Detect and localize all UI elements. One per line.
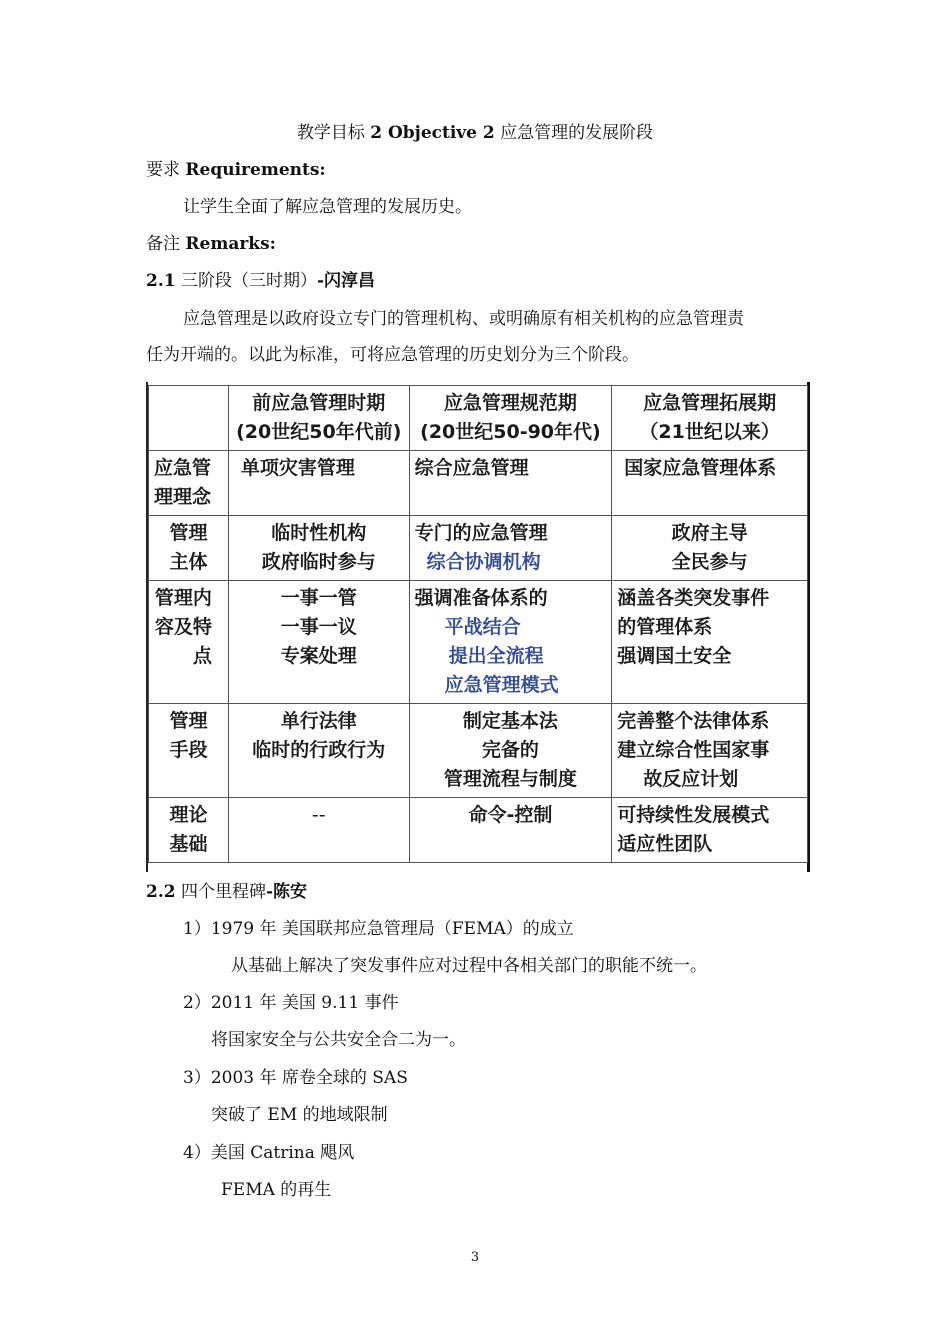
milestone-3-detail: 突破了 EM 的地域限制 xyxy=(211,1105,388,1125)
milestone-1-head: 1）1979 年 美国联邦应急管理局（FEMA）的成立 xyxy=(183,919,574,939)
table-row-header: 理论 基础 xyxy=(149,798,229,863)
milestone-4-detail: FEMA 的再生 xyxy=(221,1180,332,1200)
table-header-cell: 应急管理拓展期 （21世纪以来） xyxy=(612,386,808,451)
table-header-cell: 应急管理规范期 (20世纪50-90年代) xyxy=(409,386,612,451)
table-header-row xyxy=(149,386,808,451)
table-cell: 政府主导 全民参与 xyxy=(612,516,808,581)
table-row-header: 管理 手段 xyxy=(149,704,229,798)
milestone-4-head: 4）美国 Catrina 飓风 xyxy=(183,1143,355,1163)
section-heading-2-2: 2.2 四个里程碑-陈安 xyxy=(146,882,308,902)
paragraph-line-2: 任为开端的。以此为标准，可将应急管理的历史划分为三个阶段。 xyxy=(146,345,639,365)
stages-table xyxy=(148,385,808,863)
table-cell: 命令-控制 xyxy=(409,798,612,863)
table-cell: 国家应急管理体系 xyxy=(612,451,808,516)
milestone-1-detail: 从基础上解决了突发事件应对过程中各相关部门的职能不统一。 xyxy=(231,956,707,976)
table-header-cell: 前应急管理时期 (20世纪50年代前) xyxy=(228,386,409,451)
table-corner-cell xyxy=(149,386,229,451)
remarks-label: 备注 Remarks: xyxy=(146,234,276,254)
milestone-3-head: 3）2003 年 席卷全球的 SAS xyxy=(183,1068,408,1088)
table-row-header: 管理内 容及特 点 xyxy=(149,581,229,704)
stages-table-frame xyxy=(146,382,810,872)
table-cell: 强调准备体系的 平战结合 提出全流程 应急管理模式 xyxy=(409,581,612,704)
requirements-label: 要求 Requirements: xyxy=(146,160,326,180)
requirements-text: 让学生全面了解应急管理的发展历史。 xyxy=(183,197,472,217)
table-row xyxy=(149,581,808,704)
table-cell: 一事一管 一事一议 专案处理 xyxy=(228,581,409,704)
table-row-header: 应急管 理理念 xyxy=(149,451,229,516)
table-row xyxy=(149,516,808,581)
table-cell: 综合应急管理 xyxy=(409,451,612,516)
table-cell: 临时性机构 政府临时参与 xyxy=(228,516,409,581)
table-row xyxy=(149,798,808,863)
section-heading-2-1: 2.1 三阶段（三时期）-闪淳昌 xyxy=(146,271,376,291)
table-row-header: 管理 主体 xyxy=(149,516,229,581)
paragraph-line-1: 应急管理是以政府设立专门的管理机构、或明确原有相关机构的应急管理责 xyxy=(183,309,744,329)
table-cell: 单行法律 临时的行政行为 xyxy=(228,704,409,798)
table-cell: 专门的应急管理 综合协调机构 xyxy=(409,516,612,581)
table-row xyxy=(149,704,808,798)
page-number: 3 xyxy=(470,1250,480,1265)
table-cell: -- xyxy=(228,798,409,863)
table-cell: 完善整个法律体系 建立综合性国家事 故反应计划 xyxy=(612,704,808,798)
table-row xyxy=(149,451,808,516)
table-cell: 单项灾害管理 xyxy=(228,451,409,516)
table-cell: 制定基本法 完备的 管理流程与制度 xyxy=(409,704,612,798)
table-cell: 涵盖各类突发事件 的管理体系 强调国土安全 xyxy=(612,581,808,704)
milestone-2-head: 2）2011 年 美国 9.11 事件 xyxy=(183,993,399,1013)
page-title: 教学目标 2 Objective 2 应急管理的发展阶段 xyxy=(296,123,654,143)
milestone-2-detail: 将国家安全与公共安全合二为一。 xyxy=(211,1030,466,1050)
table-cell: 可持续性发展模式 适应性团队 xyxy=(612,798,808,863)
